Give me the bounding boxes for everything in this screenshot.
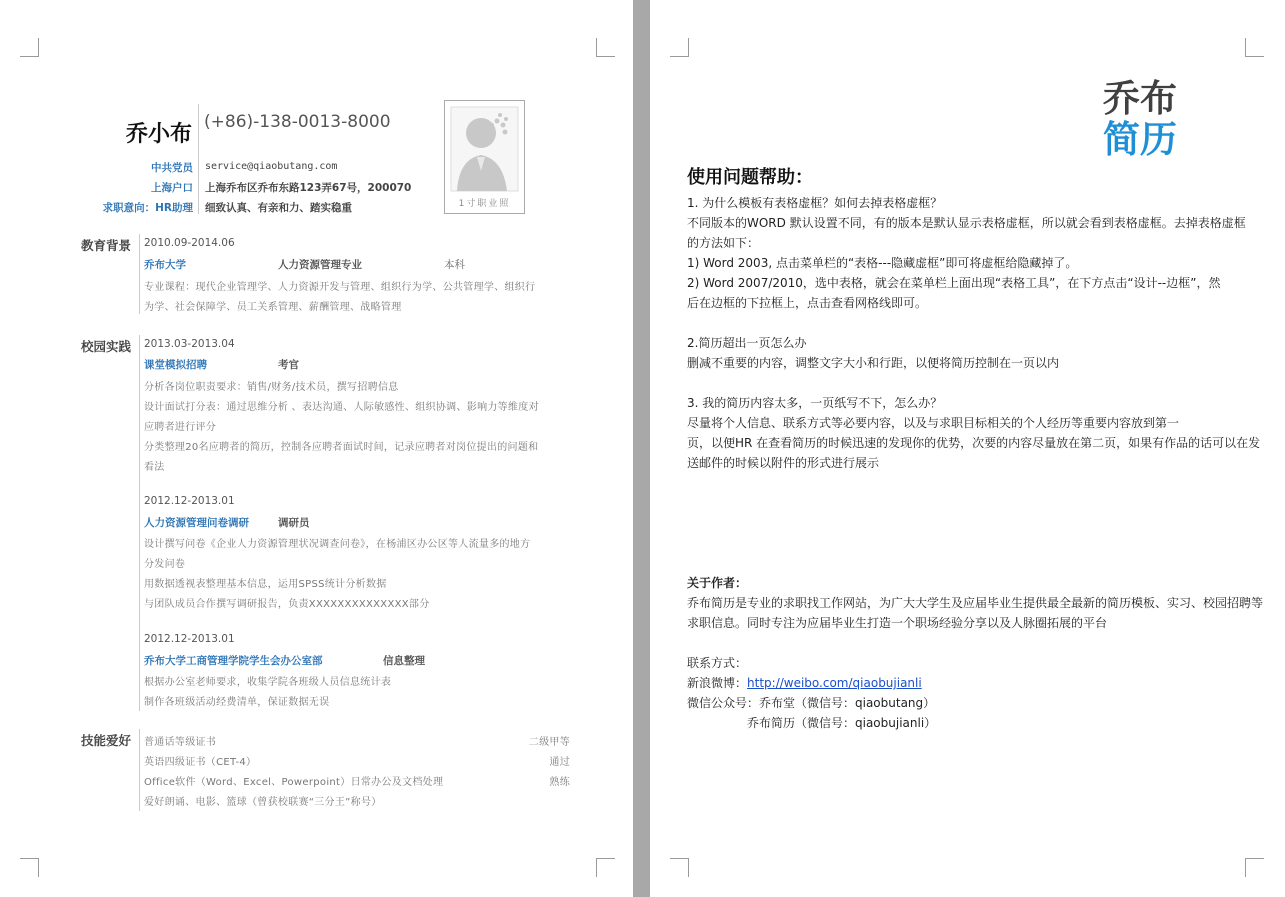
campus-3-role: 信息整理 [383, 655, 425, 667]
help-line-12: 送邮件的时候以附件的形式进行展示 [687, 456, 880, 470]
info-address: 上海乔布区乔布东路123弄67号，200070 [205, 182, 412, 194]
logo-line-1: 乔布 [1103, 77, 1177, 120]
campus-3-line-2: 制作各班级活动经费清单，保证数据无误 [144, 697, 330, 708]
campus-2-date: 2012.12-2013.01 [144, 495, 235, 507]
section-title-skills: 技能爱好 [81, 733, 132, 748]
campus-2-line-4: 与团队成员合作撰写调研报告，负责XXXXXXXXXXXXXX部分 [144, 599, 430, 610]
skill-2-text: 英语四级证书（CET-4） [144, 757, 257, 768]
resume-name: 乔小布 [125, 122, 192, 147]
section-title-education: 教育背景 [81, 238, 132, 253]
logo-line-2: 简历 [1103, 118, 1177, 161]
skills-divider [139, 729, 140, 811]
page-gutter [633, 0, 650, 897]
resume-phone: (+86)-138-0013-8000 [204, 112, 391, 132]
section-title-campus: 校园实践 [81, 339, 132, 354]
campus-2-line-3: 用数据透视表整理基本信息，运用SPSS统计分析数据 [144, 579, 387, 590]
help-line-10: 尽量将个人信息、联系方式等必要内容，以及与求职目标相关的个人经历等重要内容放到第一 [687, 416, 1180, 430]
help-line-3: 的方法如下： [687, 236, 760, 250]
help-line-7: 2.简历超出一页怎么办 [687, 336, 807, 350]
about-line-2: 求职信息。同时专注为应届毕业生打造一个职场经验分享以及人脉圈拓展的平台 [687, 616, 1108, 630]
crop-mark-top-right [596, 38, 615, 57]
skill-2-level: 通过 [549, 757, 570, 768]
campus-2-line-2: 分发问卷 [144, 559, 186, 570]
avatar-placeholder-icon [445, 101, 524, 197]
campus-1-date: 2013.03-2013.04 [144, 338, 235, 350]
wechat-line-1: 微信公众号：乔布堂（微信号：qiaobutang） [687, 696, 936, 710]
education-school: 乔布大学 [144, 259, 186, 271]
contact-title: 联系方式： [687, 656, 748, 670]
campus-2-line-1: 设计撰写问卷《企业人力资源管理状况调查问卷》，在杨浦区办公区等人流量多的地方 [144, 539, 531, 550]
help-line-2: 不同版本的WORD 默认设置不同，有的版本是默认显示表格虚框，所以就会看到表格虚框。去掉表格虚框 [687, 216, 1246, 230]
photo-caption: 1寸职业照 [458, 199, 511, 209]
campus-1-line-4: 分类整理20名应聘者的简历，控制各应聘者面试时间，记录应聘者对岗位提出的问题和 [144, 442, 539, 453]
education-courses-line-2: 为学、社会保障学、员工关系管理、薪酬管理、战略管理 [144, 302, 402, 313]
help-line-5: 2) Word 2007/2010，选中表格，就会在菜单栏上面出现“表格工具”，在下方点击“设计--边框”，然 [687, 276, 1221, 290]
crop-mark-bottom-right [596, 858, 615, 877]
campus-2-org: 人力资源管理问卷调研 [144, 517, 249, 529]
help-line-4: 1) Word 2003, 点击菜单栏的“表格---隐藏虚框”即可将虚框给隐藏掉了。 [687, 256, 1078, 270]
campus-3-date: 2012.12-2013.01 [144, 633, 235, 645]
help-line-11: 页，以便HR 在查看简历的时候迅速的发现你的优势，次要的内容尽量放在第二页，如果有作品的话可以在发 [687, 436, 1261, 450]
crop-mark-bottom-left [670, 858, 689, 877]
skill-4-text: 爱好朗诵、电影、篮球（曾获校联赛“三分王”称号） [144, 797, 382, 808]
education-date: 2010.09-2014.06 [144, 237, 235, 249]
campus-1-line-2: 设计面试打分表：通过思维分析 、表达沟通、人际敏感性、组织协调、影响力等维度对 [144, 402, 539, 413]
education-major: 人力资源管理专业 [278, 259, 362, 271]
skill-1-level: 二级甲等 [528, 737, 570, 748]
crop-mark-bottom-left [20, 858, 39, 877]
campus-2-role: 调研员 [278, 517, 310, 529]
info-label-objective: 求职意向：HR助理 [102, 202, 193, 214]
crop-mark-top-left [20, 38, 39, 57]
campus-1-line-5: 看法 [144, 462, 165, 473]
campus-1-line-3: 应聘者进行评分 [144, 422, 217, 433]
info-label-party: 中共党员 [151, 162, 193, 174]
skill-1-text: 普通话等级证书 [144, 737, 217, 748]
skill-3-level: 熟练 [549, 777, 570, 788]
about-line-1: 乔布简历是专业的求职找工作网站，为广大大学生及应届毕业生提供最全最新的简历模板、实习、校园招聘等 [687, 596, 1264, 610]
weibo-row [687, 674, 922, 691]
education-divider [139, 234, 140, 314]
campus-1-line-1: 分析各岗位职责要求：销售/财务/技术员，撰写招聘信息 [144, 382, 399, 393]
about-title: 关于作者： [687, 576, 748, 590]
education-degree: 本科 [444, 259, 465, 271]
campus-divider [139, 335, 140, 711]
education-courses-line-1: 专业课程：现代企业管理学、人力资源开发与管理、组织行为学、公共管理学、组织行 [144, 282, 536, 293]
help-page [650, 0, 1285, 897]
campus-1-role: 考官 [278, 359, 299, 371]
info-label-hukou: 上海户口 [151, 182, 193, 194]
profile-photo [444, 100, 525, 214]
weibo-label: 新浪微博： [687, 676, 748, 690]
campus-1-org: 课堂模拟招聘 [144, 359, 207, 371]
header-divider [198, 104, 199, 214]
weibo-link[interactable]: http://weibo.com/qiaobujianli [747, 676, 922, 690]
campus-3-org: 乔布大学工商管理学院学生会办公室部 [144, 655, 323, 667]
resume-page [0, 0, 633, 897]
info-email: service@qiaobutang.com [205, 161, 338, 172]
crop-mark-top-left [670, 38, 689, 57]
help-line-9: 3. 我的简历内容太多，一页纸写不下，怎么办？ [687, 396, 943, 410]
help-line-6: 后在边框的下拉框上，点击查看网格线即可。 [687, 296, 928, 310]
help-line-8: 删减不重要的内容，调整文字大小和行距，以便将简历控制在一页以内 [687, 356, 1060, 370]
info-traits: 细致认真、有亲和力、踏实稳重 [205, 202, 352, 214]
help-title: 使用问题帮助： [687, 167, 813, 188]
help-line-1: 1. 为什么模板有表格虚框？如何去掉表格虚框？ [687, 196, 943, 210]
crop-mark-bottom-right [1245, 858, 1264, 877]
campus-3-line-1: 根据办公室老师要求，收集学院各班级人员信息统计表 [144, 677, 392, 688]
skill-3-text: Office软件（Word、Excel、Powerpoint）日常办公及文档处理 [144, 777, 444, 788]
crop-mark-top-right [1245, 38, 1264, 57]
wechat-line-2: 乔布简历（微信号：qiaobujianli） [747, 716, 937, 730]
